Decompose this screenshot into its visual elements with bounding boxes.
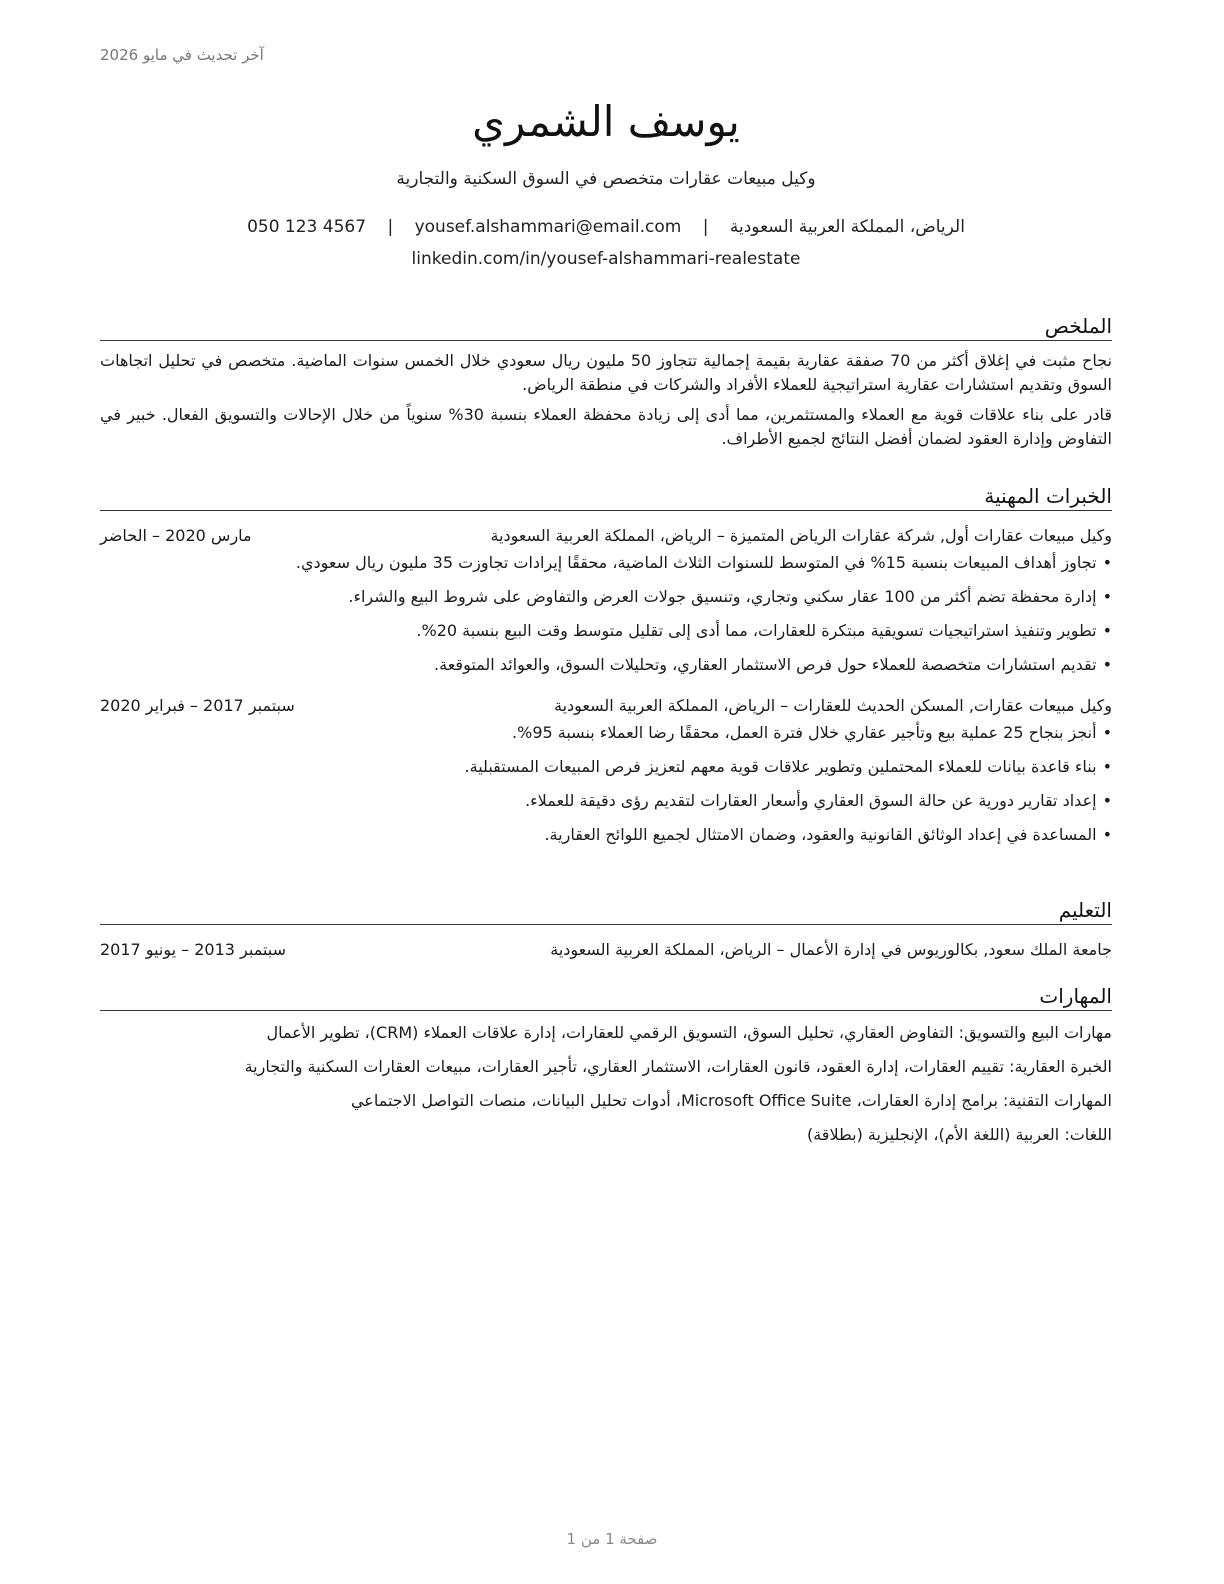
contact-line bbox=[100, 214, 1112, 240]
contact-linkedin[interactable]: linkedin.com/in/yousef-alshammari-realestate bbox=[411, 249, 801, 269]
summary-section bbox=[100, 312, 1112, 451]
bullet-text: أنجز بنجاح 25 عملية بيع وتأجير عقاري خلال فترة العمل، محققًا رضا العملاء بنسبة 95%. bbox=[512, 723, 1097, 742]
bullet-dot: • bbox=[1102, 757, 1112, 776]
candidate-headline: وكيل مبيعات عقارات متخصص في السوق السكنية والتجارية bbox=[396, 169, 816, 189]
last-updated-note: آخر تحديث في مايو 2026 bbox=[100, 46, 264, 64]
summary-paragraph: نجاح مثبت في إغلاق أكثر من 70 صفقة عقارية بقيمة إجمالية تتجاوز 50 مليون ريال سعودي خلال الخمس سنوات الماضية. متخصص في تحليل اتجاهات السوق وتقديم استشارات عقارية استراتيجية للعملاء الأفراد والشركات في منطقة الرياض. bbox=[100, 351, 1113, 394]
contact-email[interactable]: yousef.alshammari@email.com bbox=[414, 217, 682, 237]
list-item bbox=[100, 721, 1112, 745]
bullet-text: تجاوز أهداف المبيعات بنسبة 15% في المتوسط للسنوات الثلاث الماضية، محققًا إيرادات تجاوزت 35 مليون ريال سعودي. bbox=[295, 553, 1097, 572]
contact-separator: | bbox=[702, 217, 709, 237]
list-item bbox=[100, 789, 1112, 813]
education-header bbox=[100, 937, 1112, 963]
section-title-education: التعليم bbox=[100, 896, 1112, 925]
list-item bbox=[100, 823, 1112, 847]
skills-line: اللغات: العربية (اللغة الأم)، الإنجليزية (بطلاقة) bbox=[806, 1125, 1112, 1144]
list-item bbox=[100, 755, 1112, 779]
bullet-text: تقديم استشارات متخصصة للعملاء حول فرص الاستثمار العقاري، وتحليلات السوق، والعوائد المتوقعة. bbox=[434, 655, 1097, 674]
bullet-text: إدارة محفظة تضم أكثر من 100 عقار سكني وتجاري، وتنسيق جولات العرض والتفاوض على شروط البيع والشراء. bbox=[348, 587, 1097, 606]
education-dates: سبتمبر 2013 – يونيو 2017 bbox=[100, 940, 287, 959]
section-title-skills: المهارات bbox=[100, 982, 1112, 1011]
job-title: وكيل مبيعات عقارات أول, شركة عقارات الرياض المتميزة – الرياض، المملكة العربية السعودية bbox=[490, 526, 1112, 545]
contact-phone[interactable]: 050 123 4567 bbox=[247, 217, 367, 237]
resume-header bbox=[100, 92, 1112, 272]
skills-section bbox=[100, 982, 1112, 1147]
page-number: صفحة 1 من 1 bbox=[566, 1530, 658, 1548]
bullet-dot: • bbox=[1102, 825, 1112, 844]
bullet-text: المساعدة في إعداد الوثائق القانونية والعقود، وضمان الامتثال لجميع اللوائح العقارية. bbox=[544, 825, 1097, 844]
job-entry bbox=[100, 693, 1112, 847]
list-item bbox=[100, 619, 1112, 643]
section-title-experience: الخبرات المهنية bbox=[100, 482, 1112, 511]
skills-line: المهارات التقنية: برامج إدارة العقارات، Microsoft Office Suite، أدوات تحليل البيانات، منصات التواصل الاجتماعي bbox=[350, 1091, 1112, 1110]
job-bullets bbox=[100, 721, 1112, 847]
list-item bbox=[100, 551, 1112, 575]
experience-section bbox=[100, 482, 1112, 857]
candidate-name: يوسف الشمري bbox=[472, 97, 740, 146]
list-item bbox=[100, 653, 1112, 677]
resume-page bbox=[100, 0, 1112, 1584]
job-bullets bbox=[100, 551, 1112, 677]
bullet-dot: • bbox=[1102, 791, 1112, 810]
bullet-dot: • bbox=[1102, 723, 1112, 742]
job-header bbox=[100, 523, 1112, 549]
job-header bbox=[100, 693, 1112, 719]
skills-line: مهارات البيع والتسويق: التفاوض العقاري، تحليل السوق، التسويق الرقمي للعقارات، إدارة علاقات العملاء (CRM)، تطوير الأعمال bbox=[266, 1023, 1112, 1042]
education-entry bbox=[100, 937, 1112, 963]
education-degree: جامعة الملك سعود, بكالوريوس في إدارة الأعمال – الرياض، المملكة العربية السعودية bbox=[550, 940, 1112, 959]
list-item bbox=[100, 585, 1112, 609]
job-dates: مارس 2020 – الحاضر bbox=[100, 526, 252, 545]
education-section bbox=[100, 896, 1112, 963]
bullet-text: بناء قاعدة بيانات للعملاء المحتملين وتطوير علاقات قوية معهم لتعزيز فرص المبيعات المستقبلية. bbox=[464, 757, 1097, 776]
bullet-text: تطوير وتنفيذ استراتيجيات تسويقية مبتكرة للعقارات، مما أدى إلى تقليل متوسط وقت البيع بنسبة 20%. bbox=[416, 621, 1097, 640]
summary-paragraph: قادر على بناء علاقات قوية مع العملاء والمستثمرين، مما أدى إلى زيادة محفظة العملاء بنسبة 30% سنوياً من خلال الإحالات والتسويق الفعال. خبير في التفاوض وإدارة العقود لضمان أفضل النتائج لجميع الأطراف. bbox=[100, 405, 1113, 448]
bullet-text: إعداد تقارير دورية عن حالة السوق العقاري وأسعار العقارات لتقديم رؤى دقيقة للعملاء. bbox=[525, 791, 1097, 810]
bullet-dot: • bbox=[1102, 655, 1112, 674]
skills-line: الخبرة العقارية: تقييم العقارات، إدارة العقود، قانون العقارات، الاستثمار العقاري، تأجير العقارات، مبيعات العقارات السكنية والتجارية bbox=[244, 1057, 1112, 1076]
job-entry bbox=[100, 523, 1112, 677]
contact-location: الرياض، المملكة العربية السعودية bbox=[729, 217, 965, 237]
job-title: وكيل مبيعات عقارات, المسكن الحديث للعقارات – الرياض، المملكة العربية السعودية bbox=[553, 696, 1112, 715]
bullet-dot: • bbox=[1102, 587, 1112, 606]
section-title-summary: الملخص bbox=[100, 312, 1112, 341]
bullet-dot: • bbox=[1102, 553, 1112, 572]
job-dates: سبتمبر 2017 – فبراير 2020 bbox=[100, 696, 295, 715]
bullet-dot: • bbox=[1102, 621, 1112, 640]
contact-separator: | bbox=[387, 217, 394, 237]
